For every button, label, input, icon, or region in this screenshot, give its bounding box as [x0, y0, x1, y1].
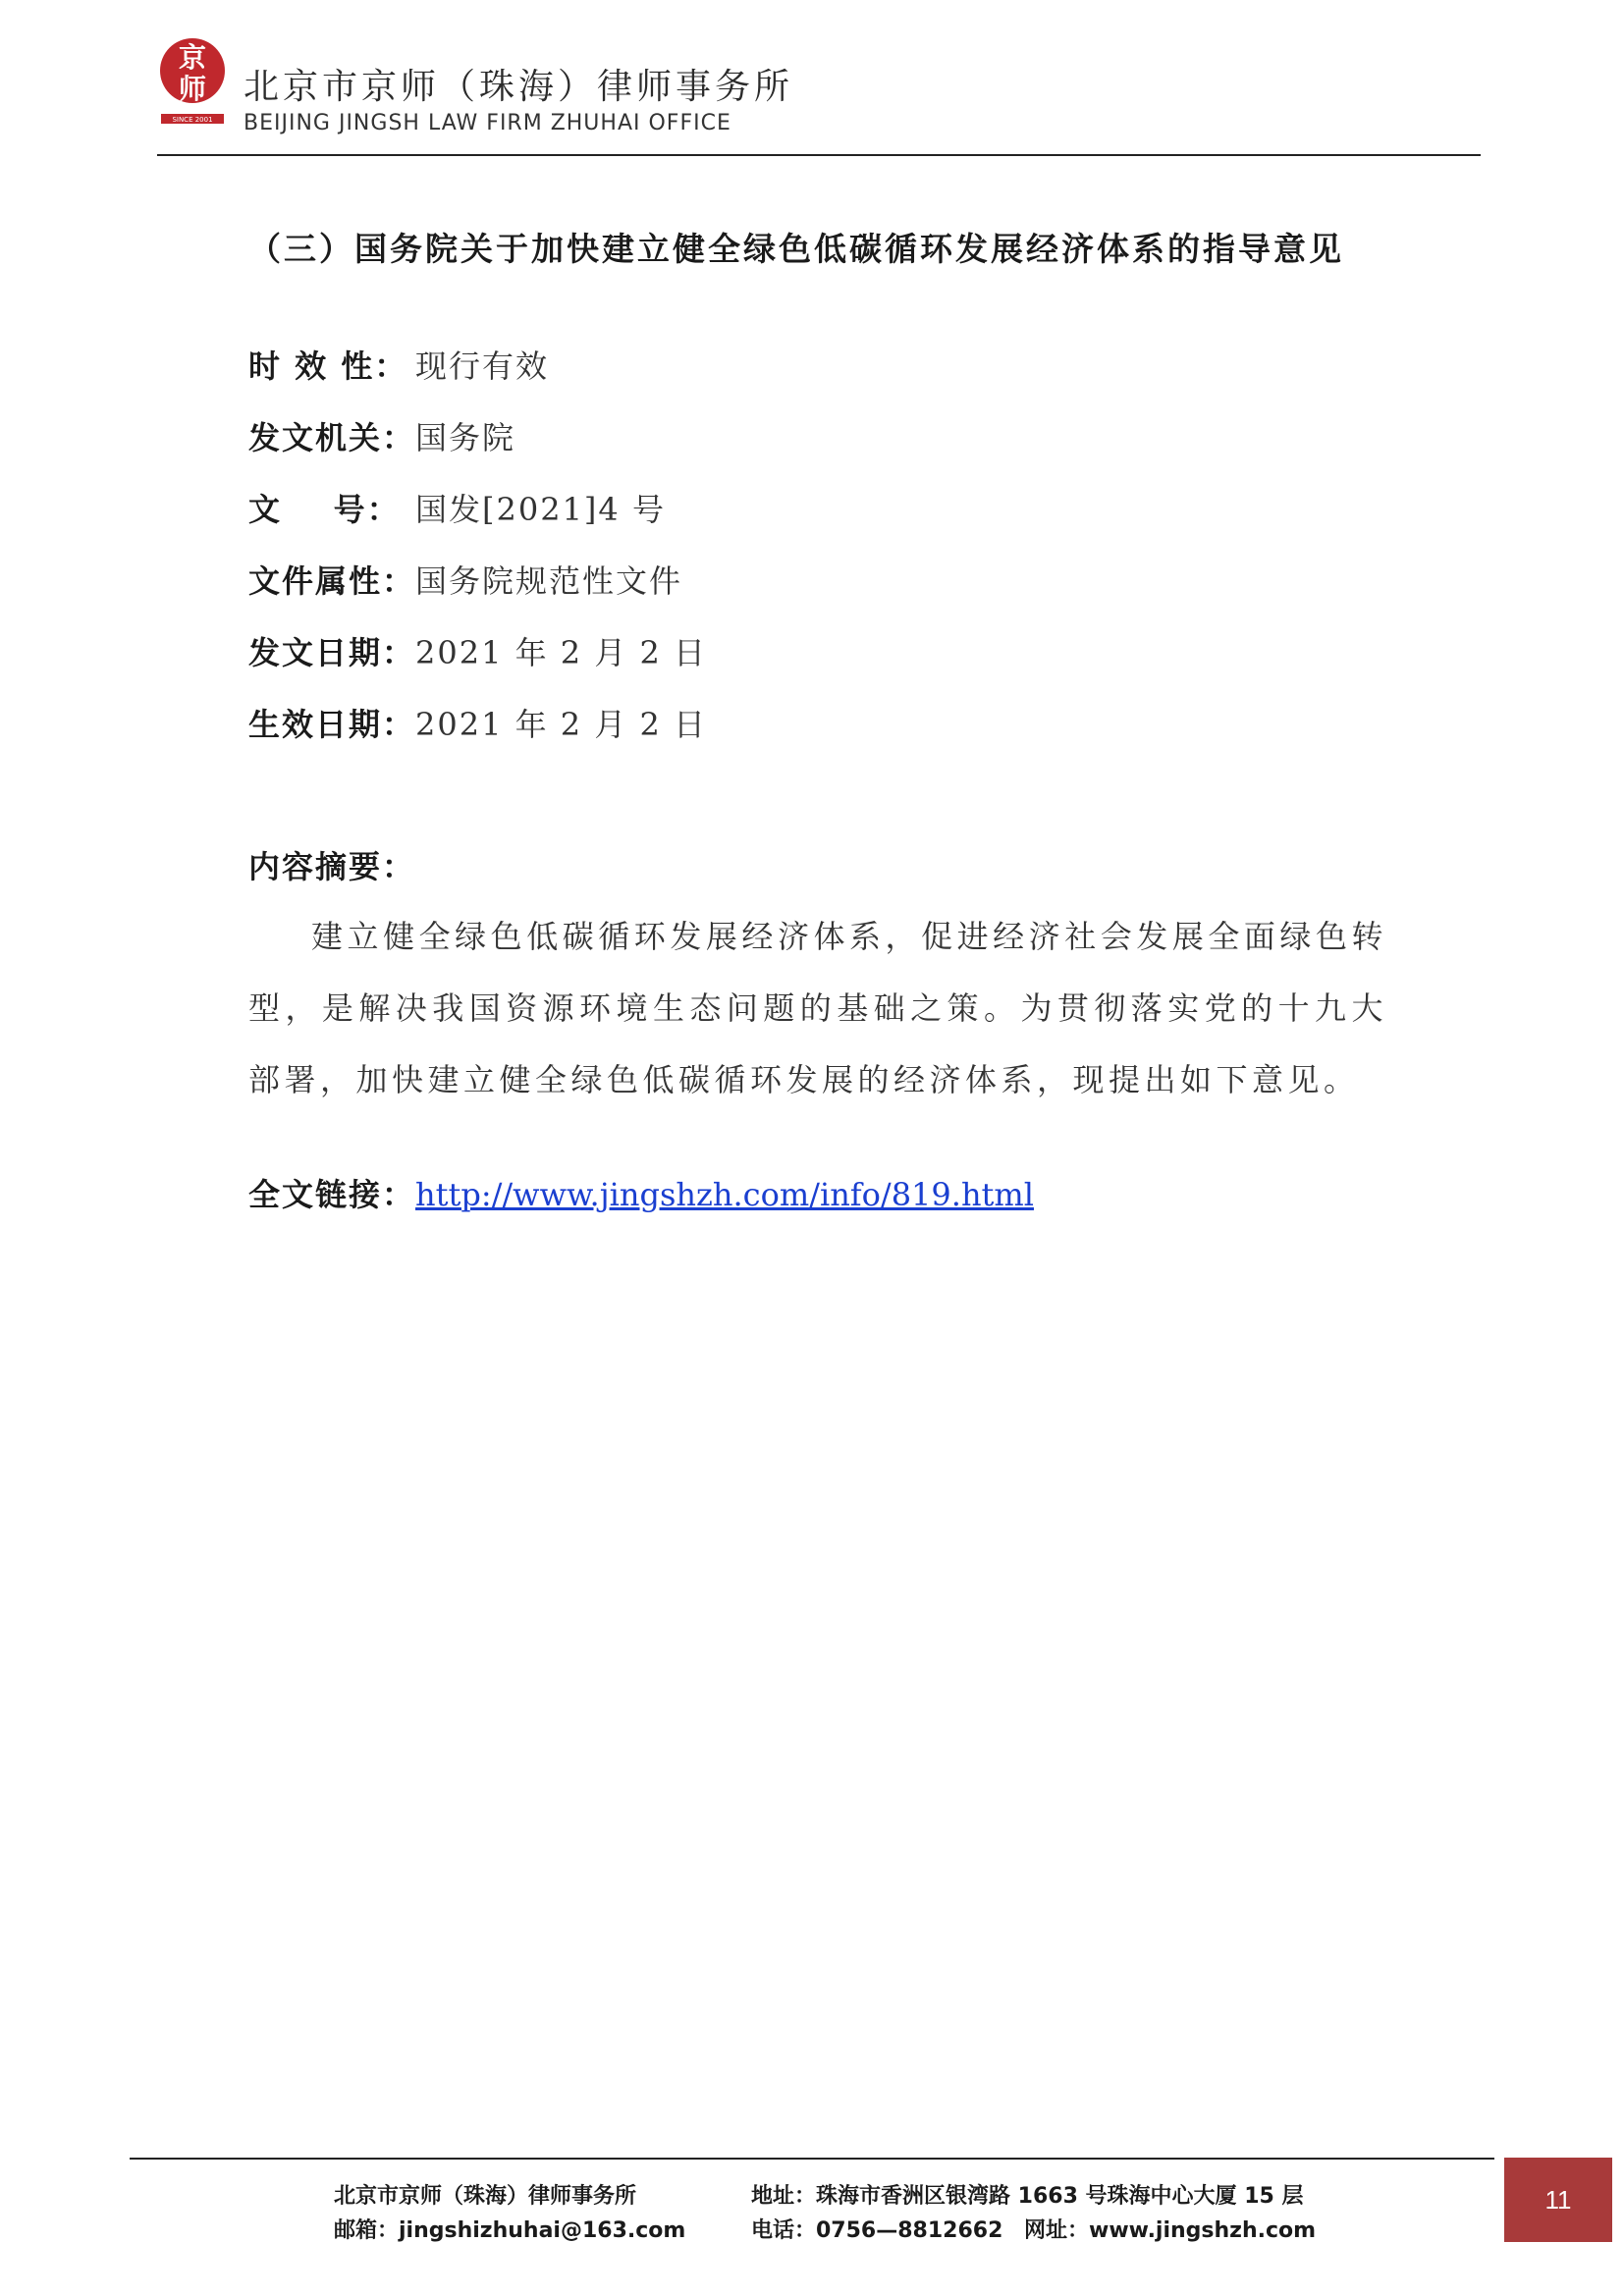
section-title: （三）国务院关于加快建立健全绿色低碳循环发展经济体系的指导意见: [248, 230, 1344, 268]
logo-since: SINCE 2001: [172, 116, 213, 124]
meta-value: 现行有效: [415, 347, 550, 385]
meta-row-doc-number: [248, 485, 666, 530]
meta-label: 文 号：: [248, 491, 401, 528]
meta-value: 国务院规范性文件: [415, 562, 683, 600]
meta-label: 文件属性：: [248, 562, 416, 600]
meta-label: 时 效 性：: [248, 347, 408, 385]
firm-name-en: BEIJING JINGSH LAW FIRM ZHUHAI OFFICE: [244, 111, 731, 135]
firm-logo: [157, 29, 228, 128]
logo-char-2: 师: [178, 73, 207, 105]
page-number: 11: [1504, 2158, 1612, 2242]
footer-firm-name: 北京市京师（珠海）律师事务所: [334, 2184, 637, 2209]
full-text-link-row: [248, 1170, 1034, 1215]
summary-text: 建立健全绿色低碳循环发展经济体系，促进经济社会发展全面绿色转型，是解决我国资源环境生态问题的基础之策。为贯彻落实党的十九大部署，加快建立健全绿色低碳循环发展的经济体系，现提出如下意见。: [248, 918, 1387, 1098]
logo-char-1: 京: [178, 41, 207, 74]
meta-value: 2021 年 2 月 2 日: [415, 706, 708, 743]
link-label: 全文链接：: [248, 1176, 416, 1213]
footer-divider: [130, 2158, 1494, 2160]
meta-value: 国发[2021]4 号: [415, 491, 666, 528]
meta-value: 2021 年 2 月 2 日: [415, 634, 708, 671]
meta-row-issue-date: [248, 628, 707, 673]
footer-phone: 电话：0756—8812662: [751, 2218, 1003, 2243]
full-text-link[interactable]: http://www.jingshzh.com/info/819.html: [415, 1176, 1034, 1213]
meta-row-issuer: [248, 413, 515, 458]
meta-row-effective-date: [248, 700, 707, 745]
meta-label: 生效日期：: [248, 706, 416, 743]
meta-row-validity: [248, 342, 549, 387]
meta-label: 发文日期：: [248, 634, 416, 671]
meta-value: 国务院: [415, 419, 516, 456]
summary-label: 内容摘要：: [248, 848, 416, 885]
firm-name-cn: 北京市京师（珠海）律师事务所: [244, 67, 794, 107]
meta-row-doc-type: [248, 557, 682, 602]
meta-label: 发文机关：: [248, 419, 416, 456]
footer-website: 网址：www.jingshzh.com: [1024, 2218, 1317, 2243]
footer-email: 邮箱：jingshizhuhai@163.com: [334, 2218, 686, 2243]
footer-address: 地址：珠海市香洲区银湾路 1663 号珠海中心大厦 15 层: [751, 2184, 1304, 2209]
header-divider: [157, 154, 1481, 156]
